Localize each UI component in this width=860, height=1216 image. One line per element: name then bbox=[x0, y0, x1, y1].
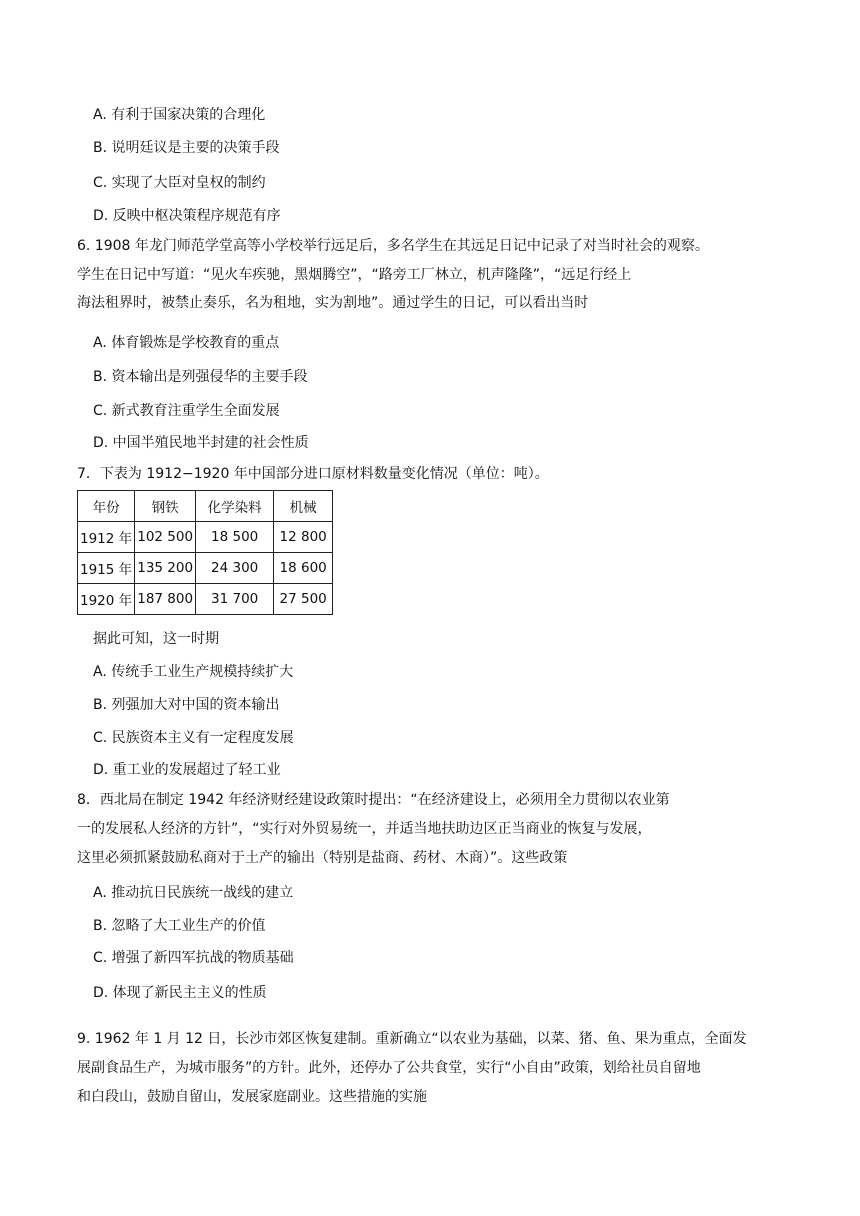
table-cell: 102 500 bbox=[135, 522, 196, 553]
q5-option-c: C. 实现了大臣对皇权的制约 bbox=[93, 175, 266, 191]
q5-option-d: D. 反映中枢决策程序规范有序 bbox=[93, 208, 281, 224]
q7-stem: 7．下表为 1912−1920 年中国部分进口原材料数量变化情况（单位：吨）。 bbox=[77, 466, 549, 482]
q5-option-b: B. 说明廷议是主要的决策手段 bbox=[93, 140, 280, 156]
q6-stem-line-3: 海法租界时，被禁止奏乐，名为租地，实为割地”。通过学生的日记，可以看出当时 bbox=[77, 295, 589, 311]
q8-stem-line-2: 一的发展私人经济的方针”，“实行对外贸易统一，并适当地扶助边区正当商业的恢复与发展， bbox=[77, 821, 652, 837]
q6-option-c: C. 新式教育注重学生全面发展 bbox=[93, 403, 280, 419]
q5-option-a: A. 有利于国家决策的合理化 bbox=[93, 107, 266, 123]
table-header-cell: 钢铁 bbox=[135, 491, 196, 522]
q6-option-d: D. 中国半殖民地半封建的社会性质 bbox=[93, 435, 309, 451]
table-cell: 18 600 bbox=[274, 553, 333, 584]
q8-option-b: B. 忽略了大工业生产的价值 bbox=[93, 918, 266, 934]
table-cell: 24 300 bbox=[196, 553, 274, 584]
q6-option-b: B. 资本输出是列强侵华的主要手段 bbox=[93, 369, 308, 385]
q8-option-a: A. 推动抗日民族统一战线的建立 bbox=[93, 885, 294, 901]
q7-option-c: C. 民族资本主义有一定程度发展 bbox=[93, 730, 294, 746]
table-header-cell: 化学染料 bbox=[196, 491, 274, 522]
table-row bbox=[78, 553, 333, 584]
q8-stem-line-1: 8．西北局在制定 1942 年经济财经建设政策时提出：“在经济建设上，必须用全力贯彻以农业第 bbox=[77, 792, 670, 808]
table-header-cell: 年份 bbox=[78, 491, 135, 522]
table-cell: 27 500 bbox=[274, 584, 333, 615]
table-cell: 187 800 bbox=[135, 584, 196, 615]
q8-option-d: D. 体现了新民主主义的性质 bbox=[93, 985, 267, 1001]
q6-stem-line-1: 6. 1908 年龙门师范学堂高等小学校举行远足后，多名学生在其远足日记中记录了对当时社会的观察。 bbox=[77, 238, 709, 254]
table-header-row bbox=[78, 491, 333, 522]
table-cell: 18 500 bbox=[196, 522, 274, 553]
q7-option-b: B. 列强加大对中国的资本输出 bbox=[93, 697, 280, 713]
table-cell: 135 200 bbox=[135, 553, 196, 584]
q9-stem-line-1: 9. 1962 年 1 月 12 日，长沙市郊区恢复建制。重新确立“以农业为基础，以菜、猪、鱼、果为重点，全面发 bbox=[77, 1031, 747, 1047]
table-cell: 12 800 bbox=[274, 522, 333, 553]
table-row bbox=[78, 522, 333, 553]
q8-option-c: C. 增强了新四军抗战的物质基础 bbox=[93, 950, 294, 966]
table-header-cell: 机械 bbox=[274, 491, 333, 522]
table-cell: 1920 年 bbox=[78, 584, 135, 615]
table-cell: 1912 年 bbox=[78, 522, 135, 553]
table-cell: 31 700 bbox=[196, 584, 274, 615]
q7-option-d: D. 重工业的发展超过了轻工业 bbox=[93, 762, 281, 778]
table-row bbox=[78, 584, 333, 615]
q9-stem-line-3: 和白段山，鼓励自留山，发展家庭副业。这些措施的实施 bbox=[77, 1089, 427, 1105]
q8-stem-line-3: 这里必须抓紧鼓励私商对于土产的输出（特别是盐商、药材、木商）”。这些政策 bbox=[77, 850, 568, 866]
q7-after-table: 据此可知，这一时期 bbox=[93, 631, 219, 647]
q9-stem-line-2: 展副食品生产，为城市服务”的方针。此外，还停办了公共食堂，实行“小自由”政策，划给社员自留地 bbox=[77, 1060, 701, 1076]
q7-option-a: A. 传统手工业生产规模持续扩大 bbox=[93, 664, 294, 680]
import-table bbox=[77, 490, 333, 615]
q6-option-a: A. 体育锻炼是学校教育的重点 bbox=[93, 335, 280, 351]
table-cell: 1915 年 bbox=[78, 553, 135, 584]
q6-stem-line-2: 学生在日记中写道：“见火车疾驰，黑烟腾空”，“路旁工厂林立，机声隆隆”，“远足行经上 bbox=[77, 267, 632, 283]
